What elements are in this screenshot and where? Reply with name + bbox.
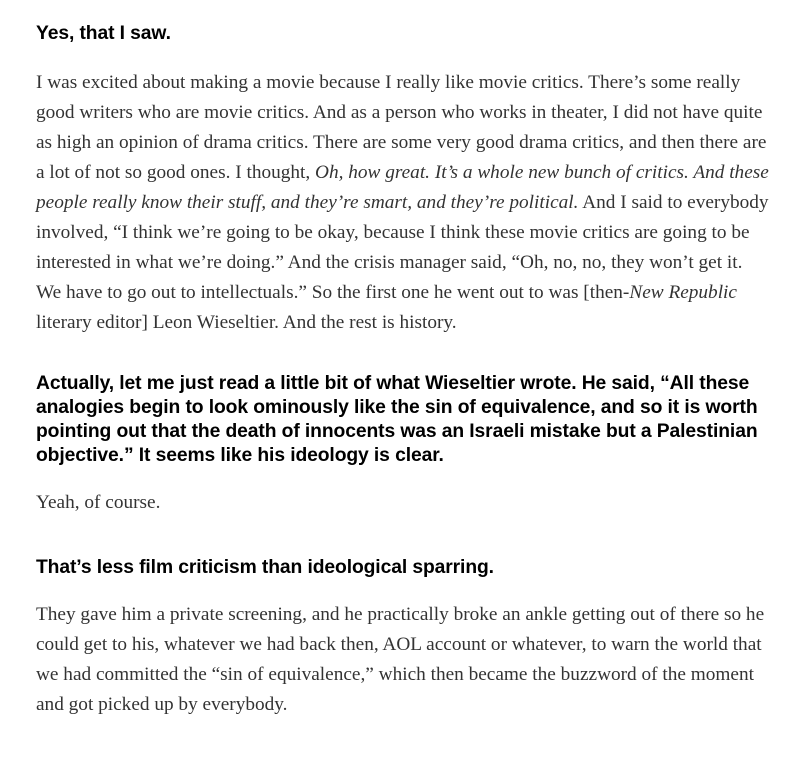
interview-answer	[36, 68, 771, 338]
answer-text: And I said to everybody involved, “I think we’re going to be okay, because I think these movie critics are going to be interested in what we’re doing.” And the crisis manager said, “Oh, no, no, they won’t get it. We have to go out to intellectuals.” So the first one he went out to was [then-	[36, 192, 769, 303]
publication-name: New Republic	[629, 282, 737, 303]
interview-article	[36, 22, 771, 720]
answer-text: literary editor] Leon Wieseltier. And the rest is history.	[36, 312, 457, 333]
answer-text: I was excited about making a movie because I really like movie critics. There’s some really good writers who are movie critics. And as a person who works in theater, I did not have quite as high an opinion of drama critics. There are some very good drama critics, and then there are a lot of not so good ones. I thought,	[36, 72, 767, 183]
interview-answer: Yeah, of course.	[36, 492, 161, 513]
interview-question: Actually, let me just read a little bit of what Wieseltier wrote. He said, “All these analogies begin to look ominously like the sin of equivalence, and so it is worth pointing out that the death of innocents was an Israeli mistake but a Palestinian objective.” It seems like his ideology is clear.	[36, 373, 758, 466]
interview-answer: They gave him a private screening, and he practically broke an ankle getting out of there so he could get to his, whatever we had back then, AOL account or whatever, to warn the world that we had committed the “sin of equivalence,” which then became the buzzword of the moment and got picked up by everybody.	[36, 604, 765, 715]
interview-question: Yes, that I saw.	[36, 23, 171, 44]
answer-italic-thought: Oh, how great. It’s a whole new bunch of critics. And these people really know their stuff, and they’re smart, and they’re political.	[36, 162, 769, 213]
interview-question: That’s less film criticism than ideological sparring.	[36, 557, 494, 578]
